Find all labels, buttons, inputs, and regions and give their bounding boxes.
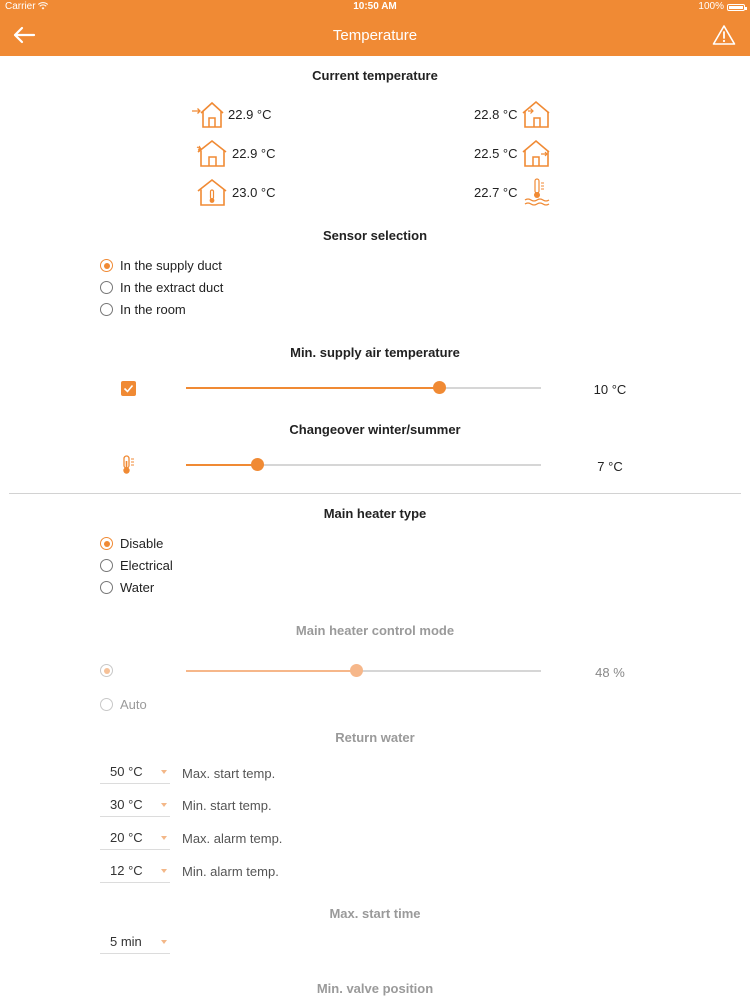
radio-button[interactable] xyxy=(100,537,113,550)
caret-down-icon xyxy=(161,803,167,807)
min-valve-position-title: Min. valve position xyxy=(316,981,434,996)
min-start-temp-dropdown[interactable] xyxy=(100,794,170,817)
radio-label: In the supply duct xyxy=(120,258,222,273)
max-alarm-temp-label: Max. alarm temp. xyxy=(182,831,283,846)
radio-button[interactable] xyxy=(100,281,113,294)
min-supply-air-value: 10 °C xyxy=(593,382,627,397)
thermometer-icon xyxy=(121,455,137,475)
temp-reading-room xyxy=(196,176,276,208)
sensor-option-supply-duct[interactable] xyxy=(100,258,222,273)
caret-down-icon xyxy=(161,836,167,840)
slider-thumb[interactable] xyxy=(350,664,363,677)
sensor-selection-title: Sensor selection xyxy=(322,228,428,243)
temp-reading-extract xyxy=(474,98,554,130)
radio-label: Auto xyxy=(120,697,147,712)
clock: 10:50 AM xyxy=(353,1,397,12)
radio-button[interactable] xyxy=(100,303,113,316)
radio-label: In the room xyxy=(120,302,186,317)
battery-icon xyxy=(727,4,745,11)
house-extract-icon xyxy=(522,98,554,130)
caret-down-icon xyxy=(161,770,167,774)
sensor-option-room[interactable] xyxy=(100,302,186,317)
house-room-thermometer-icon xyxy=(196,176,228,208)
dropdown-value: 50 °C xyxy=(110,764,143,779)
slider-thumb[interactable] xyxy=(433,381,446,394)
control-mode-auto-option[interactable] xyxy=(100,697,147,712)
changeover-title: Changeover winter/summer xyxy=(289,422,461,437)
nav-bar xyxy=(0,14,750,56)
max-start-temp-dropdown[interactable] xyxy=(100,761,170,784)
changeover-value: 7 °C xyxy=(597,459,623,474)
heater-option-electrical[interactable] xyxy=(100,558,173,573)
page-title: Temperature xyxy=(332,27,418,44)
radio-button[interactable] xyxy=(100,259,113,272)
main-heater-type-title: Main heater type xyxy=(323,506,427,521)
min-alarm-temp-dropdown[interactable] xyxy=(100,860,170,883)
min-start-temp-label: Min. start temp. xyxy=(182,798,272,813)
radio-button[interactable] xyxy=(100,581,113,594)
water-thermometer-icon xyxy=(522,176,554,208)
min-supply-air-checkbox[interactable] xyxy=(121,381,136,396)
house-outdoor-icon xyxy=(196,137,228,169)
control-mode-manual-option[interactable] xyxy=(100,664,113,677)
heater-option-disable[interactable] xyxy=(100,536,163,551)
caret-down-icon xyxy=(161,869,167,873)
battery-percent: 100% xyxy=(698,1,724,12)
main-heater-control-mode-title: Main heater control mode xyxy=(295,623,455,638)
dropdown-value: 20 °C xyxy=(110,830,143,845)
battery-status xyxy=(698,0,745,14)
changeover-slider[interactable] xyxy=(186,457,541,473)
max-start-time-dropdown[interactable] xyxy=(100,931,170,954)
temp-value: 22.5 °C xyxy=(474,145,518,161)
current-temperature-title: Current temperature xyxy=(312,68,438,83)
min-supply-air-title: Min. supply air temperature xyxy=(290,345,460,360)
status-bar xyxy=(0,0,750,14)
temp-reading-outdoor xyxy=(196,137,276,169)
dropdown-value: 30 °C xyxy=(110,797,143,812)
sensor-option-extract-duct[interactable] xyxy=(100,280,223,295)
max-alarm-temp-dropdown[interactable] xyxy=(100,827,170,850)
slider-fill xyxy=(186,464,257,466)
radio-button[interactable] xyxy=(100,664,113,677)
checkmark-icon xyxy=(123,383,134,394)
control-mode-value: 48 % xyxy=(595,665,625,680)
warning-button[interactable] xyxy=(712,24,736,46)
carrier-text: Carrier xyxy=(5,1,36,12)
temp-reading-supply xyxy=(192,98,272,130)
return-water-title: Return water xyxy=(335,730,415,745)
temp-value: 23.0 °C xyxy=(232,184,276,200)
temp-value: 22.8 °C xyxy=(474,106,518,122)
temp-value: 22.7 °C xyxy=(474,184,518,200)
temp-reading-water xyxy=(474,176,554,208)
dropdown-value: 5 min xyxy=(110,934,142,949)
house-exhaust-icon xyxy=(522,137,554,169)
min-alarm-temp-label: Min. alarm temp. xyxy=(182,864,279,879)
radio-button[interactable] xyxy=(100,698,113,711)
dropdown-value: 12 °C xyxy=(110,863,143,878)
temp-value: 22.9 °C xyxy=(228,106,272,122)
caret-down-icon xyxy=(161,940,167,944)
section-divider xyxy=(9,493,741,494)
temp-value: 22.9 °C xyxy=(232,145,276,161)
radio-label: Water xyxy=(120,580,155,595)
temp-reading-exhaust xyxy=(474,137,554,169)
radio-button[interactable] xyxy=(100,559,113,572)
slider-thumb[interactable] xyxy=(251,458,264,471)
max-start-temp-label: Max. start temp. xyxy=(182,766,276,781)
min-supply-air-slider[interactable] xyxy=(186,380,541,396)
radio-label: In the extract duct xyxy=(120,280,224,295)
control-mode-slider[interactable] xyxy=(186,663,541,679)
house-supply-icon xyxy=(192,98,224,130)
heater-option-water[interactable] xyxy=(100,580,154,595)
max-start-time-title: Max. start time xyxy=(329,906,421,921)
warning-triangle-icon xyxy=(712,24,736,46)
slider-fill xyxy=(186,387,439,389)
slider-fill xyxy=(186,670,356,672)
radio-label: Electrical xyxy=(120,558,173,573)
radio-label: Disable xyxy=(120,536,164,551)
